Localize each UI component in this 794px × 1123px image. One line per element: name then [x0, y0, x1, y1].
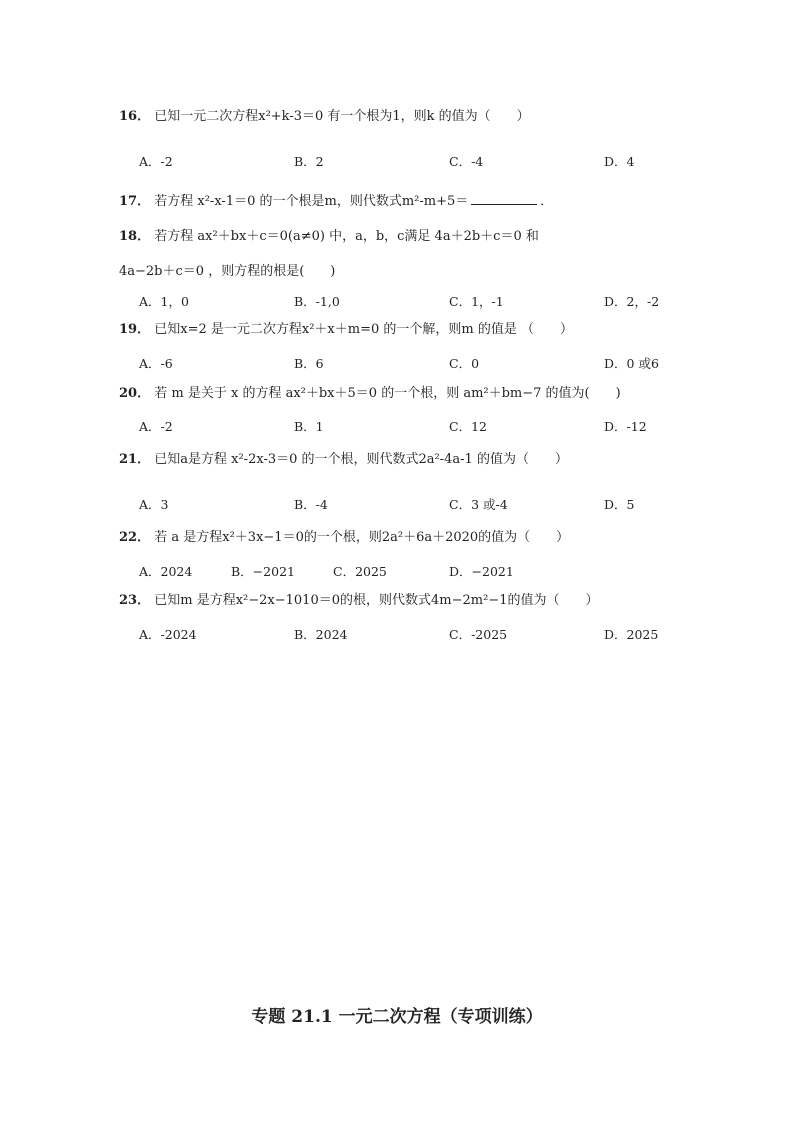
option-d: D．-12 — [604, 419, 647, 434]
option-a: A．-6 — [139, 356, 173, 371]
question-stem: 若方程 x²-x-1＝0 的一个根是m，则代数式m²-m+5＝ — [154, 194, 469, 209]
option-a: A．2024 — [139, 564, 193, 579]
option-b: B．6 — [294, 356, 324, 371]
option-a: A．3 — [139, 497, 169, 512]
option-d: D．−2021 — [449, 564, 514, 579]
option-a: A．-2024 — [139, 627, 197, 642]
section-title: 专题 21.1 一元二次方程（专项训练） — [251, 1007, 543, 1027]
option-c: C．2025 — [333, 564, 387, 579]
question-number: 20 — [119, 386, 138, 401]
question-stem: 若 m 是关于 x 的方程 ax²＋bx＋5＝0 的一个根，则 am²＋bm−7 的值为( ) — [154, 386, 621, 401]
option-d: D．2025 — [604, 627, 659, 642]
option-b: B．2024 — [294, 627, 348, 642]
question-stem-line2: 4a−2b＋c＝0 ，则方程的根是( ) — [119, 264, 336, 279]
question-stem: 已知a是方程 x²-2x-3＝0 的一个根，则代数式2a²-4a-1 的值为（ ） — [154, 452, 568, 467]
option-b: B．−2021 — [231, 564, 295, 579]
option-c: C．-2025 — [449, 627, 508, 642]
option-a: A．-2 — [139, 419, 173, 434]
question-stem: 若 a 是方程x²＋3x−1＝0的一个根，则2a²＋6a＋2020的值为（ ） — [154, 530, 570, 545]
option-a: A．1，0 — [139, 294, 189, 309]
answer-blank — [471, 192, 537, 205]
question-17: 17． 若方程 x²-x-1＝0 的一个根是m，则代数式m²-m+5＝ ． — [119, 194, 554, 209]
question-number: 22 — [119, 530, 138, 545]
question-18: 18． 若方程 ax²＋bx＋c＝0(a≠0) 中，a，b，c满足 4a＋2b＋c＝0 和 — [119, 229, 539, 244]
question-20: 20． 若 m 是关于 x 的方程 ax²＋bx＋5＝0 的一个根，则 am²＋bm−7 的值为( ) — [119, 386, 621, 401]
question-number: 17 — [119, 194, 138, 209]
question-21: 21． 已知a是方程 x²-2x-3＝0 的一个根，则代数式2a²-4a-1 的值为（ ） — [119, 452, 568, 467]
question-stem: 已知x=2 是一元二次方程x²＋x＋m=0 的一个解，则m 的值是 （ ） — [154, 322, 573, 337]
option-c: C．12 — [449, 419, 487, 434]
option-b: B．2 — [294, 154, 324, 169]
question-number: 21 — [119, 452, 138, 467]
question-number: 16 — [119, 109, 138, 124]
option-c: C．3 或-4 — [449, 497, 508, 512]
question-stem: 已知m 是方程x²−2x−1010＝0的根，则代数式4m−2m²−1的值为（ ） — [154, 593, 599, 608]
option-d: D．0 或6 — [604, 356, 659, 371]
option-b: B．-4 — [294, 497, 328, 512]
option-c: C．-4 — [449, 154, 484, 169]
question-stem: 若方程 ax²＋bx＋c＝0(a≠0) 中，a，b，c满足 4a＋2b＋c＝0 和 — [154, 229, 539, 244]
question-number: 23 — [119, 593, 138, 608]
question-number: 18 — [119, 229, 138, 244]
option-d: D．2，-2 — [604, 294, 660, 309]
option-d: D．5 — [604, 497, 635, 512]
option-a: A．-2 — [139, 154, 173, 169]
question-22: 22． 若 a 是方程x²＋3x−1＝0的一个根，则2a²＋6a＋2020的值为（ ） — [119, 530, 570, 545]
option-b: B．1 — [294, 419, 324, 434]
question-number: 19 — [119, 322, 138, 337]
question-23: 23． 已知m 是方程x²−2x−1010＝0的根，则代数式4m−2m²−1的值为（ ） — [119, 593, 599, 608]
question-16: 16． 已知一元二次方程x²+k-3＝0 有一个根为1，则k 的值为（ ） — [119, 109, 530, 124]
option-b: B．-1,0 — [294, 294, 340, 309]
question-stem-end: ． — [540, 194, 554, 209]
question-19: 19． 已知x=2 是一元二次方程x²＋x＋m=0 的一个解，则m 的值是 （ ） — [119, 322, 573, 337]
question-stem: 已知一元二次方程x²+k-3＝0 有一个根为1，则k 的值为（ ） — [154, 109, 530, 124]
option-c: C．1，-1 — [449, 294, 504, 309]
option-c: C．0 — [449, 356, 480, 371]
option-d: D．4 — [604, 154, 635, 169]
